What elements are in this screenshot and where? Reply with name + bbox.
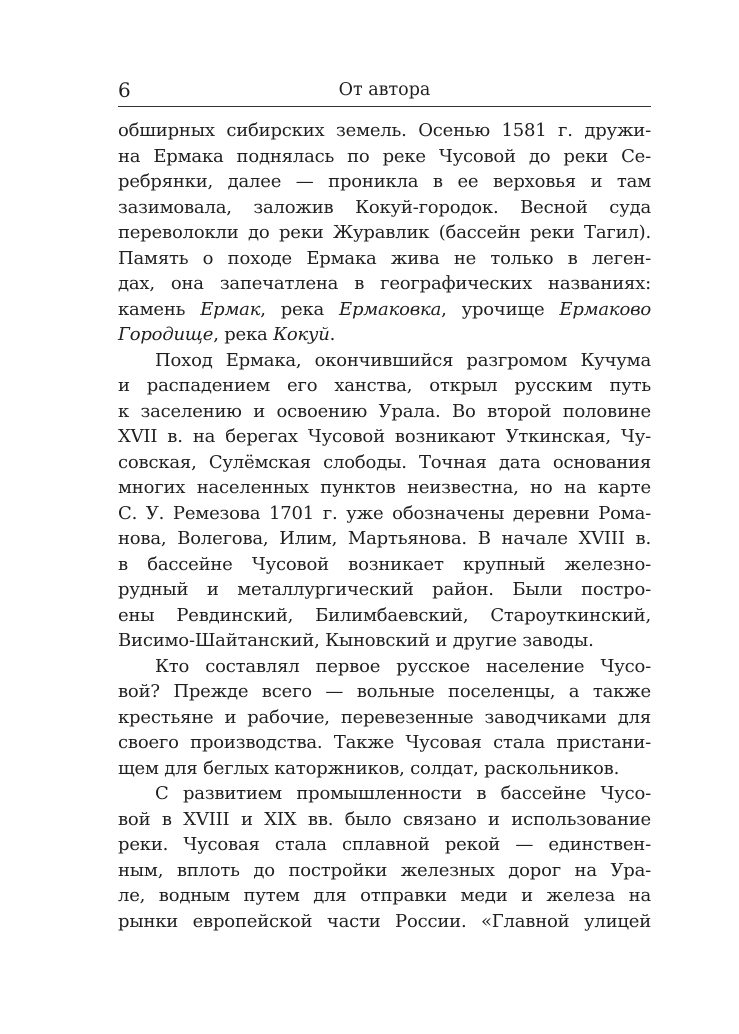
text-run: нова, Волегова, Илим, Мартьянова. В начале XVIII в.	[118, 528, 651, 549]
text-line	[118, 322, 651, 348]
text-run: вой? Прежде всего — вольные поселенцы, а также	[118, 681, 651, 702]
text-run: на Ермака поднялась по реке Чусовой до реки Се-	[118, 145, 651, 167]
text-line	[118, 628, 651, 654]
text-run: своего производства. Также Чусовая стала пристани-	[118, 732, 651, 753]
text-run: реки. Чусовая стала сплавной рекой — единствен-	[118, 834, 651, 855]
text-line	[118, 501, 651, 527]
page-number: 6	[118, 78, 131, 102]
running-head	[118, 76, 651, 107]
text-line	[118, 577, 651, 603]
text-run: рынки европейской части России. «Главной улицей	[118, 910, 651, 932]
text-line	[118, 475, 651, 501]
text-line	[118, 271, 651, 297]
text-run: ле, водным путем для отправки меди и железа на	[118, 885, 651, 906]
text-run: Память о походе Ермака жива не только в леген-	[118, 247, 651, 269]
text-run: в бассейне Чусовой возникает крупный железно-	[118, 553, 651, 575]
text-run: вой в XVIII и XIX вв. было связано и использование	[118, 808, 651, 830]
italic-place-name: Ермаково	[559, 298, 651, 320]
text-line	[118, 909, 651, 935]
italic-place-name: Ермак	[200, 298, 261, 320]
text-line	[118, 399, 651, 425]
text-run: к заселению и освоению Урала. Во второй половине	[118, 400, 651, 422]
text-run: рудный и металлургический район. Были постро-	[118, 579, 651, 600]
text-line	[118, 552, 651, 578]
text-run: , урочище	[441, 298, 560, 320]
text-run: камень	[118, 298, 201, 320]
text-line	[118, 807, 651, 833]
text-line	[118, 679, 651, 705]
text-line	[118, 246, 651, 272]
text-line	[118, 526, 651, 552]
text-line	[118, 144, 651, 170]
text-line	[118, 654, 651, 680]
text-line	[118, 603, 651, 629]
text-run: совская, Сулёмская слободы. Точная дата основания	[118, 451, 651, 473]
text-run: С развитием промышленности в бассейне Чусо-	[155, 783, 651, 804]
text-run: переволокли до реки Журавлик (бассейн реки Тагил).	[118, 222, 651, 243]
text-run: ены Ревдинский, Билимбаевский, Староуткинский,	[118, 604, 651, 626]
text-line	[118, 373, 651, 399]
text-run: Висимо-Шайтанский, Кыновский и другие заводы.	[118, 630, 594, 651]
text-line	[118, 858, 651, 884]
text-run: Поход Ермака, окончившийся разгромом Кучума	[155, 349, 651, 371]
text-run: XVII в. на берегах Чусовой возникают Уткинская, Чу-	[118, 426, 651, 447]
text-run: ребрянки, далее — проникла в ее верховья и там	[118, 171, 651, 192]
text-line	[118, 781, 651, 807]
text-run: Кто составлял первое русское население Чусо-	[155, 655, 651, 677]
text-run: щем для беглых каторжников, солдат, раскольников.	[118, 757, 620, 779]
text-line	[118, 450, 651, 476]
text-run: , река	[260, 298, 340, 320]
text-line	[118, 424, 651, 450]
text-line	[118, 832, 651, 858]
text-run: .	[329, 324, 336, 345]
text-line	[118, 705, 651, 731]
text-run: зазимовала, заложив Кокуй-городок. Весной суда	[118, 196, 651, 218]
text-run: , река	[213, 324, 274, 345]
text-run: дах, она запечатлена в географических названиях:	[118, 273, 651, 294]
text-run: крестьяне и рабочие, перевезенные заводчиками для	[118, 706, 651, 728]
text-run: С. У. Ремезова 1701 г. уже обозначены деревни Рома-	[118, 502, 651, 524]
text-run: многих населенных пунктов неизвестна, но на карте	[118, 477, 651, 498]
italic-place-name: Кокуй	[273, 324, 330, 345]
text-line	[118, 297, 651, 323]
text-run: ным, вплоть до постройки железных дорог на Ура-	[118, 859, 651, 881]
section-title: От автора	[338, 80, 431, 100]
text-line	[118, 348, 651, 374]
text-run: и распадением его ханства, открыл русским путь	[118, 375, 651, 396]
italic-place-name: Городище	[118, 324, 214, 345]
text-line	[118, 169, 651, 195]
text-line	[118, 195, 651, 221]
text-line	[118, 730, 651, 756]
text-line	[118, 883, 651, 909]
text-line	[118, 118, 651, 144]
text-run: обширных сибирских земель. Осенью 1581 г. дружи-	[118, 120, 651, 141]
text-line	[118, 220, 651, 246]
body-text	[118, 118, 651, 934]
text-line	[118, 756, 651, 782]
book-page	[118, 76, 651, 934]
italic-place-name: Ермаковка	[339, 298, 442, 320]
